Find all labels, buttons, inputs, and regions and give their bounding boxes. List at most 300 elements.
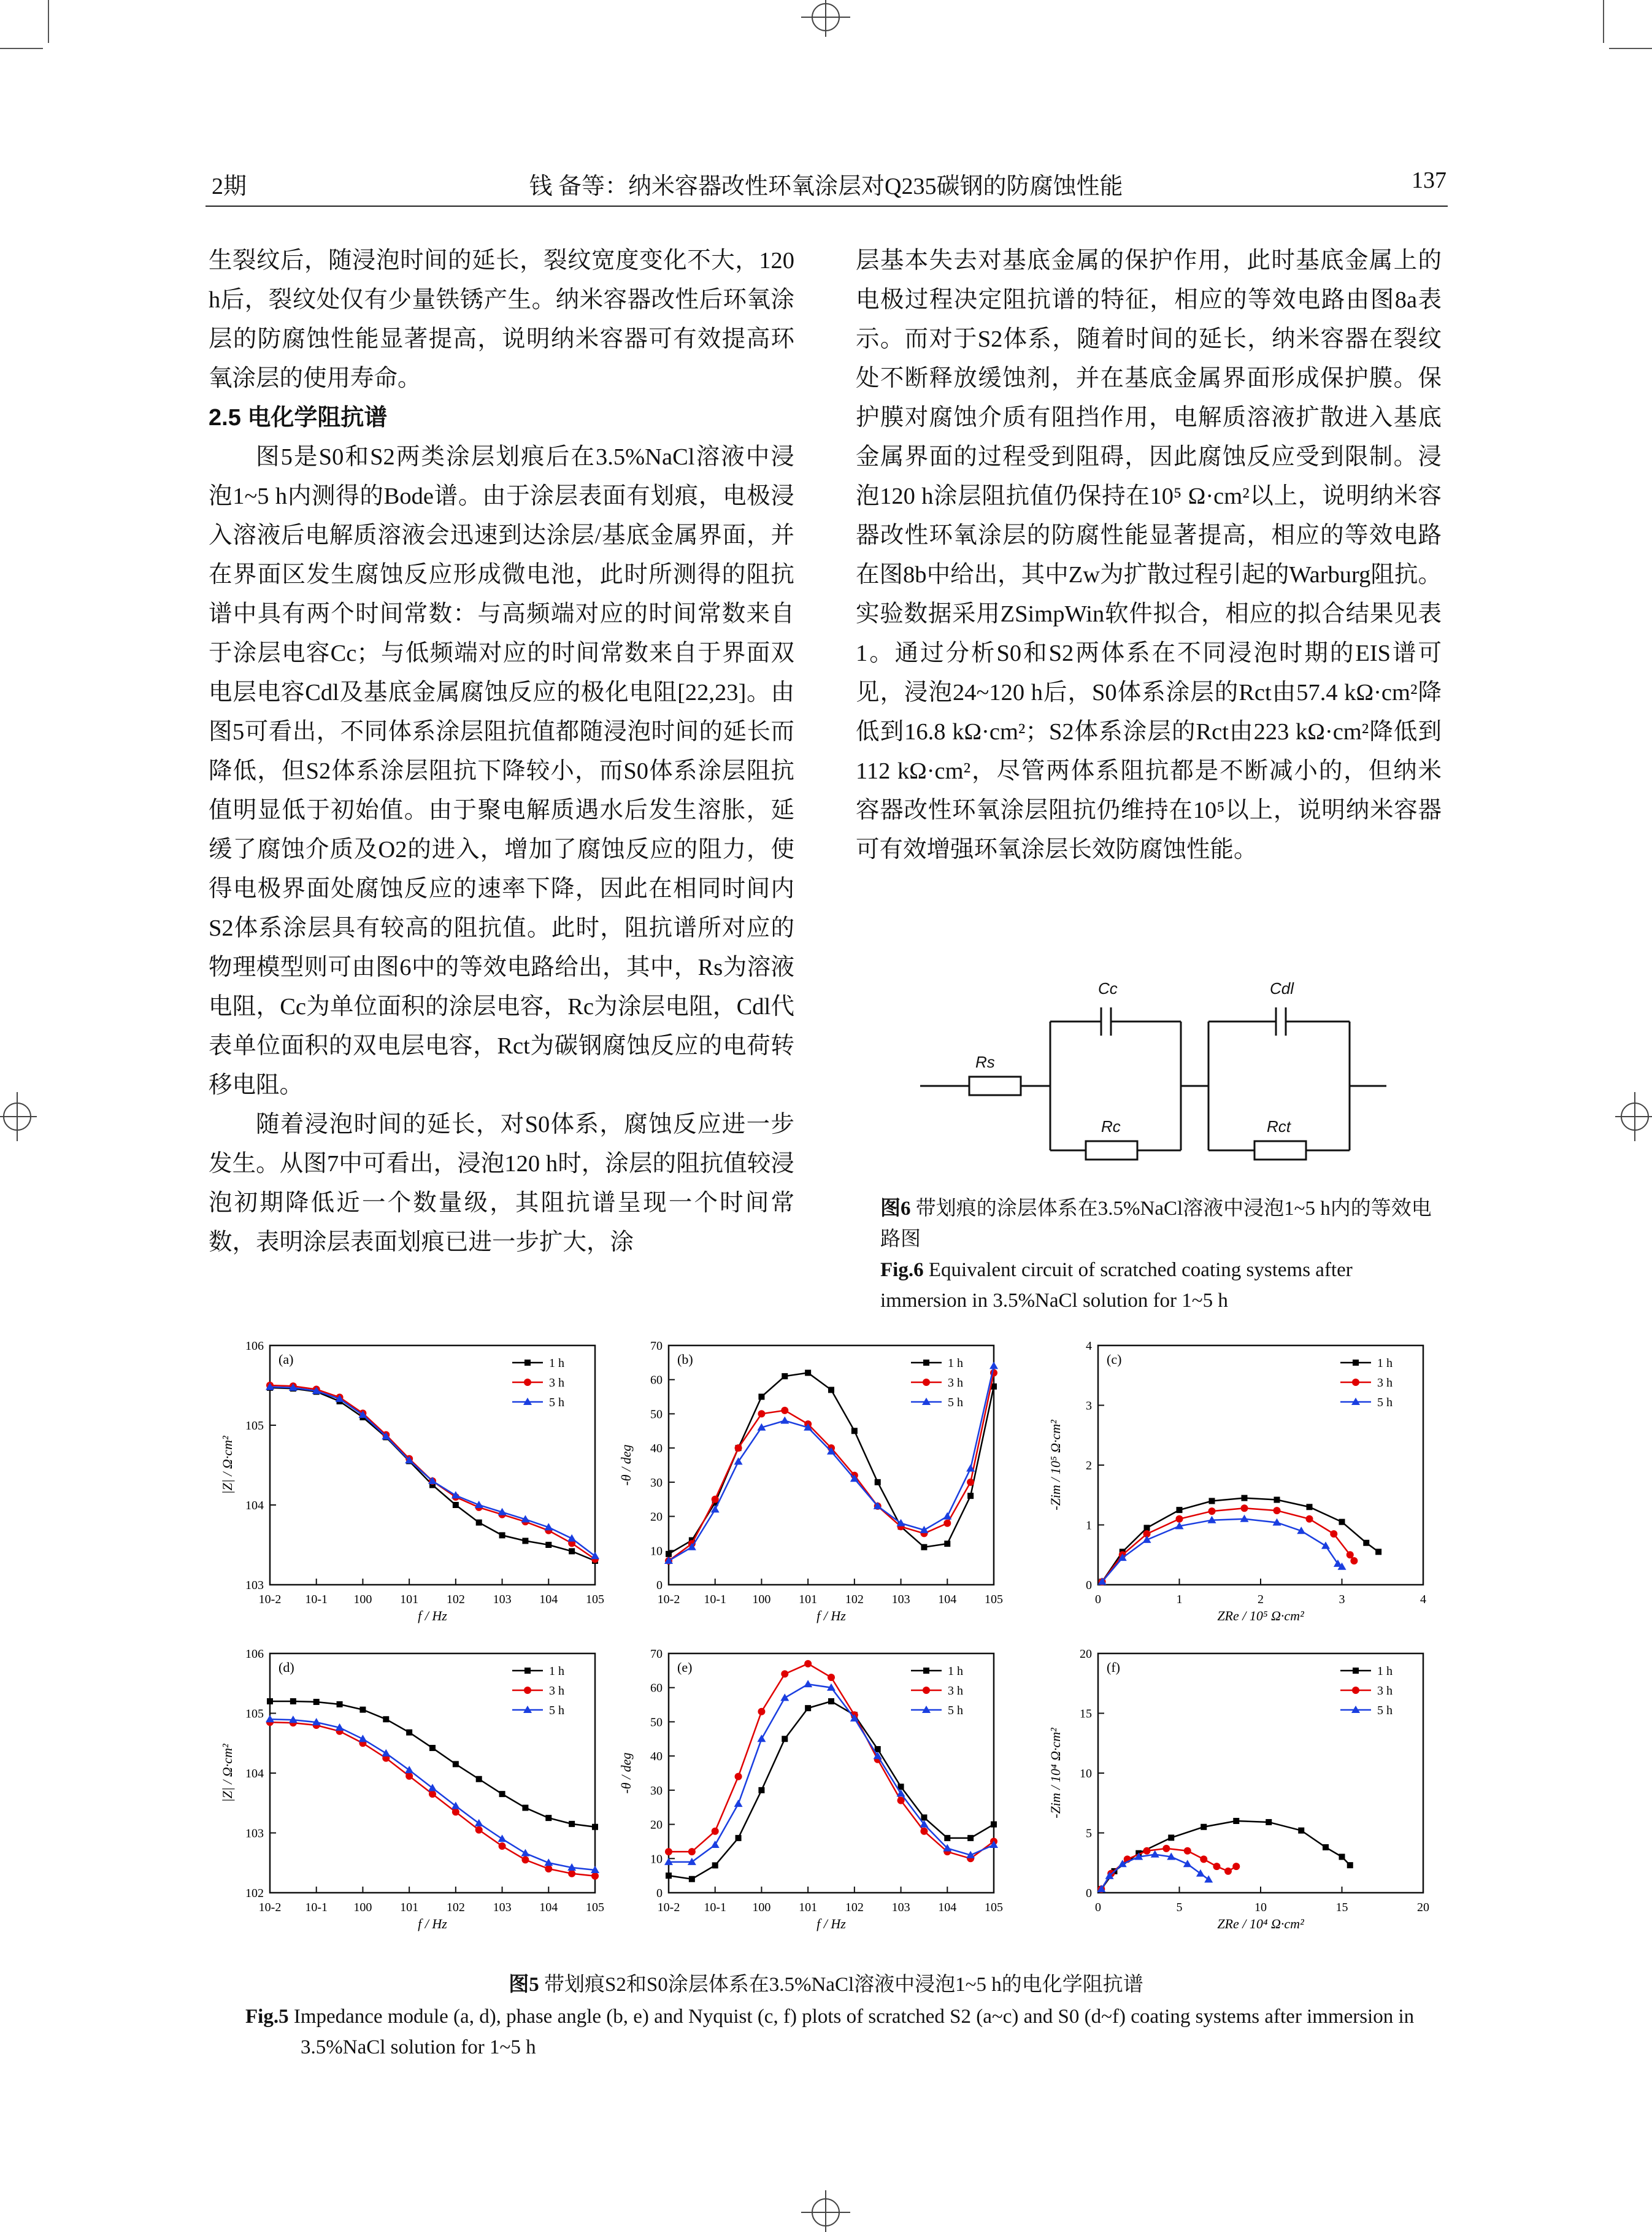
y-tick-label: 0 bbox=[1086, 1887, 1092, 1900]
data-point bbox=[1209, 1498, 1215, 1504]
data-point bbox=[522, 1538, 528, 1544]
y-tick-label: 15 bbox=[1080, 1707, 1092, 1721]
series-1h bbox=[267, 1385, 598, 1564]
y-tick-label: 106 bbox=[245, 1647, 264, 1661]
legend-marker bbox=[1352, 1379, 1359, 1386]
data-point bbox=[1204, 1876, 1213, 1883]
data-point bbox=[1306, 1515, 1313, 1523]
data-point bbox=[967, 1493, 974, 1499]
x-tick-label: 100 bbox=[752, 1593, 771, 1606]
fig5-cn-label: 图5 bbox=[509, 1974, 539, 1996]
x-tick-label: 103 bbox=[493, 1901, 512, 1914]
y-tick-label: 10 bbox=[650, 1544, 663, 1558]
y-tick-label: 0 bbox=[656, 1887, 663, 1900]
legend-label: 3 h bbox=[948, 1684, 963, 1698]
y-tick-label: 104 bbox=[245, 1499, 264, 1512]
registration-mark-top bbox=[795, 0, 856, 37]
data-point bbox=[1232, 1863, 1240, 1870]
fig6-caption-en bbox=[880, 1255, 1432, 1316]
data-point bbox=[782, 1736, 788, 1742]
data-point bbox=[804, 1660, 812, 1668]
series-line bbox=[669, 1366, 994, 1561]
fig5-panel-d bbox=[220, 1647, 604, 1931]
data-point bbox=[1162, 1845, 1170, 1852]
data-point bbox=[828, 1674, 835, 1681]
data-point bbox=[758, 1787, 764, 1793]
fig6-circuit bbox=[920, 969, 1399, 1172]
fig5-en-text: Impedance module (a, d), phase angle (b, e) and Nyquist (c, f) plots of scratched S2 (a~c) and S0 (d~f) coating systems after immersion in 3.5%NaCl solution for 1~5 h bbox=[293, 2006, 1415, 2058]
data-point bbox=[780, 1693, 789, 1701]
data-point bbox=[453, 1761, 459, 1767]
data-point bbox=[758, 1410, 765, 1417]
data-point bbox=[313, 1699, 320, 1705]
data-point bbox=[736, 1835, 742, 1841]
y-tick-label: 30 bbox=[650, 1476, 663, 1490]
x-tick-label: 100 bbox=[752, 1901, 771, 1914]
legend-label: 3 h bbox=[1377, 1684, 1393, 1698]
x-axis-label: f / Hz bbox=[418, 1608, 447, 1623]
panel-frame bbox=[669, 1345, 994, 1585]
legend-marker bbox=[1352, 1687, 1359, 1694]
data-point bbox=[805, 1705, 811, 1711]
left-paragraph-2: 图5是S0和S2两类涂层划痕后在3.5%NaCl溶液中浸泡1~5 h内测得的Bode谱。由于涂层表面有划痕，电极浸入溶液后电解质溶液会迅速到达涂层/基底金属界面，并在界面区发生腐蚀反应形成微电池，此时所测得的阻抗谱中具有两个时间常数：与高频端对应的时间常数来自于涂层电容Cc；与低频端对应的时间常数来自于界面双电层电容Cdl及基底金属腐蚀反应的极化电阻[22,23]。由图5可看出，不同体系涂层阻抗值都随浸泡时间的延长而降低，但S2体系涂层阻抗下降较小，而S0体系涂层阻抗值明显低于初始值。由于聚电解质遇水后发生溶胀，延缓了腐蚀介质及O2的进入，增加了腐蚀反应的阻力，使得电极界面处腐蚀反应的速率下降，因此在相同时间内S2体系涂层具有较高的阻抗值。此时，阻抗谱所对应的物理模型则可由图6中的等效电路给出，其中，Rs为溶液电阻，Cc为单位面积的涂层电容，Rc为涂层电阻，Cdl代表单位面积的双电层电容，Rct为碳钢腐蚀反应的电荷转移电阻。 bbox=[209, 444, 794, 1098]
data-point bbox=[734, 1799, 743, 1807]
y-tick-label: 4 bbox=[1086, 1339, 1092, 1353]
x-tick-label: 10-2 bbox=[657, 1901, 680, 1914]
data-point bbox=[1233, 1818, 1239, 1824]
data-point bbox=[1339, 1519, 1345, 1525]
label-cc: Cc bbox=[1098, 979, 1118, 998]
y-tick-label: 20 bbox=[1080, 1647, 1092, 1661]
fig5-cn-text: 带划痕S2和S0涂层体系在3.5%NaCl溶液中浸泡1~5 h的电化学阻抗谱 bbox=[544, 1974, 1143, 1996]
series-1h bbox=[267, 1698, 598, 1830]
section-heading: 2.5 电化学阻抗谱 bbox=[209, 405, 388, 431]
x-tick-label: 104 bbox=[938, 1901, 957, 1914]
legend-label: 1 h bbox=[549, 1664, 564, 1678]
legend-label: 3 h bbox=[549, 1684, 564, 1698]
legend-marker bbox=[923, 1379, 930, 1386]
data-point bbox=[1177, 1507, 1183, 1513]
x-tick-label: 101 bbox=[799, 1901, 818, 1914]
x-tick-label: 104 bbox=[539, 1593, 558, 1606]
y-tick-label: 2 bbox=[1086, 1459, 1092, 1472]
y-tick-label: 105 bbox=[245, 1419, 264, 1433]
series-line bbox=[1102, 1498, 1379, 1582]
left-paragraph-1: 生裂纹后，随浸泡时间的延长，裂纹宽度变化不大，120 h后，裂纹处仅有少量铁锈产生。纳米容器改性后环氧涂层的防腐蚀性能显著提高，说明纳米容器可有效提高环氧涂层的使用寿命。 bbox=[209, 248, 794, 391]
data-point bbox=[665, 1848, 672, 1855]
series-line bbox=[1101, 1855, 1208, 1890]
crop-mark-top-left-h bbox=[0, 48, 43, 49]
data-point bbox=[920, 1828, 928, 1835]
series-3h bbox=[266, 1718, 599, 1880]
x-tick-label: 10-2 bbox=[258, 1901, 282, 1914]
data-point bbox=[569, 1821, 575, 1827]
fig6-en-label: Fig.6 bbox=[880, 1259, 924, 1281]
left-column bbox=[209, 241, 794, 1262]
data-point bbox=[1274, 1497, 1280, 1503]
x-tick-label: 1 bbox=[1176, 1593, 1183, 1606]
data-point bbox=[780, 1417, 789, 1424]
fig5-caption-cn bbox=[0, 1969, 1652, 2000]
data-point bbox=[1151, 1850, 1159, 1858]
data-point bbox=[1196, 1869, 1205, 1877]
data-point bbox=[429, 1790, 436, 1798]
data-point bbox=[967, 1479, 974, 1486]
data-point bbox=[758, 1708, 765, 1715]
series-line bbox=[270, 1388, 595, 1561]
data-point bbox=[1143, 1847, 1151, 1855]
data-point bbox=[1298, 1828, 1304, 1834]
series-1h bbox=[666, 1370, 997, 1557]
data-point bbox=[689, 1876, 695, 1882]
series-5h bbox=[1097, 1850, 1213, 1893]
y-tick-label: 60 bbox=[650, 1373, 663, 1387]
x-tick-label: 102 bbox=[446, 1901, 465, 1914]
data-point bbox=[1200, 1855, 1207, 1863]
legend-label: 5 h bbox=[549, 1396, 564, 1409]
fig5-panel-f bbox=[1048, 1647, 1429, 1931]
x-tick-label: 100 bbox=[353, 1901, 372, 1914]
panel-label: (f) bbox=[1107, 1660, 1120, 1675]
fig5-panel-b bbox=[618, 1339, 1003, 1623]
y-axis-label: -θ / deg bbox=[618, 1752, 634, 1794]
data-point bbox=[383, 1716, 389, 1722]
data-point bbox=[1184, 1847, 1191, 1855]
x-tick-label: 104 bbox=[938, 1593, 957, 1606]
y-tick-label: 103 bbox=[245, 1579, 264, 1592]
legend-marker bbox=[1353, 1360, 1359, 1366]
legend-label: 5 h bbox=[549, 1704, 564, 1717]
data-point bbox=[499, 1791, 505, 1797]
x-tick-label: 105 bbox=[586, 1901, 604, 1914]
x-tick-label: 100 bbox=[353, 1593, 372, 1606]
fig5-caption-en bbox=[245, 2001, 1478, 2063]
data-point bbox=[568, 1870, 575, 1877]
x-tick-label: 103 bbox=[891, 1593, 910, 1606]
data-point bbox=[735, 1444, 742, 1452]
legend-marker bbox=[923, 1668, 929, 1674]
legend-marker bbox=[524, 1379, 531, 1386]
legend-label: 5 h bbox=[1377, 1704, 1393, 1717]
y-tick-label: 30 bbox=[650, 1784, 663, 1798]
data-point bbox=[1363, 1540, 1369, 1546]
fig6-cn-label: 图6 bbox=[880, 1198, 911, 1220]
data-point bbox=[757, 1734, 766, 1742]
label-rs: Rs bbox=[975, 1053, 995, 1071]
header-title: 钱 备等：纳米容器改性环氧涂层对Q235碳钢的防腐蚀性能 bbox=[529, 174, 1123, 199]
data-point bbox=[405, 1772, 413, 1780]
data-point bbox=[828, 1698, 834, 1704]
data-point bbox=[1274, 1507, 1281, 1514]
data-point bbox=[804, 1680, 812, 1687]
y-tick-label: 50 bbox=[650, 1407, 663, 1422]
rct-resistor bbox=[1254, 1141, 1306, 1160]
data-point bbox=[851, 1428, 858, 1434]
data-point bbox=[967, 1835, 974, 1841]
data-point bbox=[499, 1532, 505, 1538]
x-tick-label: 103 bbox=[891, 1901, 910, 1914]
data-point bbox=[405, 1766, 413, 1773]
data-point bbox=[1321, 1542, 1330, 1549]
data-point bbox=[782, 1373, 788, 1379]
data-point bbox=[452, 1808, 459, 1815]
y-tick-label: 0 bbox=[656, 1579, 663, 1592]
y-axis-label: -θ / deg bbox=[618, 1444, 634, 1486]
registration-mark-left bbox=[0, 1086, 37, 1147]
registration-mark-bottom bbox=[795, 2190, 856, 2232]
y-tick-label: 3 bbox=[1086, 1399, 1092, 1413]
y-axis-label: -Zim / 10⁴ Ω·cm² bbox=[1048, 1728, 1063, 1818]
data-point bbox=[943, 1512, 951, 1520]
x-tick-label: 0 bbox=[1095, 1593, 1101, 1606]
data-point bbox=[1307, 1504, 1313, 1510]
legend-label: 3 h bbox=[1377, 1376, 1393, 1390]
legend-label: 5 h bbox=[948, 1396, 963, 1409]
header-page-number: 137 bbox=[1412, 167, 1446, 193]
right-paragraph-1: 层基本失去对基底金属的保护作用，此时基底金属上的电极过程决定阻抗谱的特征，相应的等效电路由图8a表示。而对于S2体系，随着时间的延长，纳米容器在裂纹处不断释放缓蚀剂，并在基底金属界面形成保护膜。保护膜对腐蚀介质有阻挡作用，电解质溶液扩散进入基底金属界面的过程受到阻碍，因此腐蚀反应受到限制。浸泡120 h涂层阻抗值仍保持在10⁵ Ω·cm²以上，说明纳米容器改性环氧涂层的防腐性能显著提高，相应的等效电路在图8b中给出，其中Zw为扩散过程引起的Warburg阻抗。实验数据采用ZSimpWin软件拟合，相应的拟合结果见表1。通过分析S0和S2两体系在不同浸泡时期的EIS谱可见，浸泡24~120 h后，S0体系涂层的Rct由57.4 kΩ·cm²降低到16.8 kΩ·cm²；S2体系涂层的Rct由223 kΩ·cm²降低到112 kΩ·cm²，尽管两体系阻抗都是不断减小的，但纳米容器改性环氧涂层阻抗仍维持在10⁵以上，说明纳米容器可有效增强环氧涂层长效防腐蚀性能。 bbox=[856, 248, 1442, 863]
data-point bbox=[267, 1698, 273, 1704]
data-point bbox=[1242, 1495, 1248, 1501]
fig6-en-text: Equivalent circuit of scratched coating systems after immersion in 3.5%NaCl solution for 1~5 h bbox=[880, 1259, 1353, 1312]
data-point bbox=[337, 1701, 343, 1707]
x-tick-label: 0 bbox=[1095, 1901, 1101, 1914]
x-axis-label: ZRe / 10⁵ Ω·cm² bbox=[1217, 1608, 1304, 1623]
data-point bbox=[545, 1542, 551, 1548]
data-point bbox=[475, 1826, 483, 1834]
legend-label: 3 h bbox=[549, 1376, 564, 1390]
x-axis-label: ZRe / 10⁴ Ω·cm² bbox=[1217, 1916, 1304, 1931]
y-tick-label: 5 bbox=[1086, 1826, 1092, 1841]
series-line bbox=[669, 1373, 994, 1561]
legend-label: 1 h bbox=[948, 1357, 963, 1370]
data-point bbox=[1213, 1863, 1220, 1870]
data-point bbox=[1339, 1854, 1345, 1860]
data-point bbox=[1168, 1834, 1174, 1841]
data-point bbox=[711, 1841, 720, 1848]
crop-mark-top-right-h bbox=[1609, 48, 1652, 49]
data-point bbox=[1201, 1824, 1207, 1830]
legend-label: 1 h bbox=[1377, 1664, 1393, 1678]
panel-label: (c) bbox=[1107, 1352, 1122, 1367]
legend-marker bbox=[524, 1360, 531, 1366]
y-tick-label: 1 bbox=[1086, 1518, 1092, 1533]
data-point bbox=[666, 1872, 672, 1879]
data-point bbox=[1323, 1844, 1329, 1850]
data-point bbox=[944, 1541, 950, 1547]
y-tick-label: 106 bbox=[245, 1339, 264, 1353]
data-point bbox=[1241, 1504, 1248, 1512]
x-tick-label: 5 bbox=[1176, 1901, 1183, 1914]
series-line bbox=[270, 1701, 595, 1827]
fig5-chart-grid bbox=[209, 1328, 1448, 1972]
x-tick-label: 3 bbox=[1339, 1593, 1345, 1606]
y-tick-label: 105 bbox=[245, 1707, 264, 1721]
data-point bbox=[592, 1824, 598, 1830]
legend-marker bbox=[923, 1687, 930, 1694]
y-tick-label: 20 bbox=[650, 1818, 663, 1832]
legend-marker bbox=[923, 1360, 929, 1366]
data-point bbox=[828, 1387, 834, 1393]
data-point bbox=[569, 1548, 575, 1554]
data-point bbox=[521, 1849, 529, 1857]
series-line bbox=[669, 1373, 994, 1554]
panel-label: (e) bbox=[677, 1660, 693, 1675]
series-5h bbox=[1098, 1515, 1347, 1585]
y-tick-label: 10 bbox=[1080, 1767, 1092, 1780]
series-3h bbox=[1097, 1845, 1240, 1893]
y-tick-label: 20 bbox=[650, 1510, 663, 1524]
data-point bbox=[358, 1734, 367, 1742]
data-point bbox=[666, 1551, 672, 1557]
data-point bbox=[921, 1814, 927, 1820]
data-point bbox=[735, 1773, 742, 1780]
right-column bbox=[856, 241, 1442, 869]
crop-mark-top-left-v bbox=[48, 0, 49, 43]
y-tick-label: 10 bbox=[650, 1852, 663, 1866]
data-point bbox=[712, 1862, 718, 1868]
x-tick-label: 15 bbox=[1335, 1901, 1348, 1914]
data-point bbox=[1266, 1819, 1272, 1825]
data-point bbox=[1330, 1530, 1337, 1537]
data-point bbox=[781, 1407, 788, 1414]
y-tick-label: 104 bbox=[245, 1767, 264, 1780]
legend-marker bbox=[524, 1687, 531, 1694]
data-point bbox=[429, 1745, 436, 1751]
data-point bbox=[991, 1822, 997, 1828]
y-axis-label: |Z| / Ω·cm² bbox=[220, 1744, 235, 1803]
data-point bbox=[498, 1834, 507, 1842]
x-tick-label: 102 bbox=[446, 1593, 465, 1606]
panel-label: (d) bbox=[279, 1660, 294, 1675]
y-tick-label: 70 bbox=[650, 1339, 663, 1353]
data-point bbox=[382, 1749, 390, 1757]
data-point bbox=[522, 1805, 528, 1811]
x-tick-label: 101 bbox=[799, 1593, 818, 1606]
panel-frame bbox=[270, 1653, 595, 1893]
panel-label: (b) bbox=[677, 1352, 693, 1367]
x-tick-label: 2 bbox=[1258, 1593, 1264, 1606]
y-axis-label: -Zim / 10⁵ Ω·cm² bbox=[1048, 1420, 1063, 1510]
label-cdl: Cdl bbox=[1270, 979, 1294, 998]
data-point bbox=[944, 1835, 950, 1841]
data-point bbox=[591, 1872, 599, 1880]
header-issue: 2期 bbox=[212, 174, 247, 199]
x-tick-label: 10-1 bbox=[305, 1901, 328, 1914]
data-point bbox=[476, 1776, 482, 1782]
legend-label: 5 h bbox=[1377, 1396, 1393, 1409]
x-axis-label: f / Hz bbox=[816, 1916, 846, 1931]
panel-frame bbox=[1098, 1653, 1423, 1893]
x-tick-label: 10-2 bbox=[657, 1593, 680, 1606]
x-tick-label: 105 bbox=[586, 1593, 604, 1606]
y-tick-label: 40 bbox=[650, 1442, 663, 1456]
header-rule bbox=[206, 206, 1448, 207]
x-tick-label: 10-1 bbox=[704, 1593, 727, 1606]
data-point bbox=[989, 1361, 998, 1369]
x-tick-label: 105 bbox=[985, 1593, 1003, 1606]
x-tick-label: 105 bbox=[985, 1901, 1003, 1914]
x-tick-label: 104 bbox=[539, 1901, 558, 1914]
data-point bbox=[1347, 1551, 1354, 1558]
data-point bbox=[943, 1520, 951, 1527]
x-tick-label: 10 bbox=[1254, 1901, 1267, 1914]
data-point bbox=[1347, 1862, 1353, 1868]
data-point bbox=[1208, 1507, 1216, 1515]
rs-resistor bbox=[969, 1077, 1021, 1095]
fig5-panel-c bbox=[1048, 1339, 1426, 1623]
legend-label: 1 h bbox=[549, 1357, 564, 1370]
legend-marker bbox=[1353, 1668, 1359, 1674]
x-tick-label: 10-1 bbox=[305, 1593, 328, 1606]
x-tick-label: 10-1 bbox=[704, 1901, 727, 1914]
panel-label: (a) bbox=[279, 1352, 294, 1367]
rc-resistor bbox=[1086, 1141, 1137, 1160]
y-tick-label: 102 bbox=[245, 1887, 264, 1900]
x-tick-label: 101 bbox=[400, 1593, 419, 1606]
x-axis-label: f / Hz bbox=[816, 1608, 846, 1623]
data-point bbox=[712, 1496, 719, 1503]
data-point bbox=[453, 1502, 459, 1508]
series-3h bbox=[1099, 1504, 1358, 1585]
legend-label: 3 h bbox=[948, 1376, 963, 1390]
data-point bbox=[1350, 1557, 1358, 1564]
panel-frame bbox=[270, 1345, 595, 1585]
registration-mark-right bbox=[1615, 1086, 1652, 1147]
legend-label: 1 h bbox=[948, 1664, 963, 1678]
x-tick-label: 102 bbox=[845, 1593, 864, 1606]
legend-label: 5 h bbox=[948, 1704, 963, 1717]
x-tick-label: 4 bbox=[1420, 1593, 1426, 1606]
data-point bbox=[875, 1479, 881, 1485]
data-point bbox=[1144, 1525, 1150, 1531]
data-point bbox=[545, 1865, 552, 1872]
data-point bbox=[1375, 1549, 1381, 1555]
data-point bbox=[521, 1856, 529, 1863]
data-point bbox=[359, 1707, 366, 1713]
data-point bbox=[758, 1394, 764, 1400]
y-tick-label: 60 bbox=[650, 1681, 663, 1695]
series-line bbox=[1102, 1519, 1342, 1582]
fig5-en-label: Fig.5 bbox=[245, 2006, 289, 2028]
data-point bbox=[1176, 1515, 1183, 1523]
y-axis-label: |Z| / Ω·cm² bbox=[220, 1436, 235, 1495]
data-point bbox=[805, 1370, 811, 1376]
y-tick-label: 50 bbox=[650, 1715, 663, 1730]
data-point bbox=[406, 1730, 412, 1736]
left-paragraph-3: 随着浸泡时间的延长，对S0体系，腐蚀反应进一步发生。从图7中可看出，浸泡120 h时，涂层的阻抗值较浸泡初期降低近一个数量级，其阻抗谱呈现一个时间常数，表明涂层表面划痕已进一步扩大，涂 bbox=[209, 1112, 794, 1255]
x-tick-label: 10-2 bbox=[258, 1593, 282, 1606]
fig5-panel-a bbox=[220, 1339, 604, 1623]
fig6-caption-cn bbox=[880, 1193, 1432, 1255]
y-tick-label: 70 bbox=[650, 1647, 663, 1661]
data-point bbox=[1224, 1868, 1232, 1875]
x-tick-label: 103 bbox=[493, 1593, 512, 1606]
fig6-cn-text: 带划痕的涂层体系在3.5%NaCl溶液中浸泡1~5 h内的等效电路图 bbox=[880, 1198, 1432, 1250]
x-tick-label: 20 bbox=[1417, 1901, 1429, 1914]
data-point bbox=[476, 1520, 482, 1526]
data-point bbox=[921, 1544, 927, 1550]
label-rct: Rct bbox=[1267, 1117, 1291, 1136]
label-rc: Rc bbox=[1101, 1117, 1121, 1136]
x-axis-label: f / Hz bbox=[418, 1916, 447, 1931]
legend-label: 1 h bbox=[1377, 1357, 1393, 1370]
y-tick-label: 40 bbox=[650, 1750, 663, 1764]
crop-mark-top-right-v bbox=[1603, 0, 1604, 43]
data-point bbox=[781, 1670, 788, 1677]
y-tick-label: 103 bbox=[245, 1826, 264, 1841]
x-tick-label: 101 bbox=[400, 1901, 419, 1914]
data-point bbox=[290, 1698, 296, 1704]
